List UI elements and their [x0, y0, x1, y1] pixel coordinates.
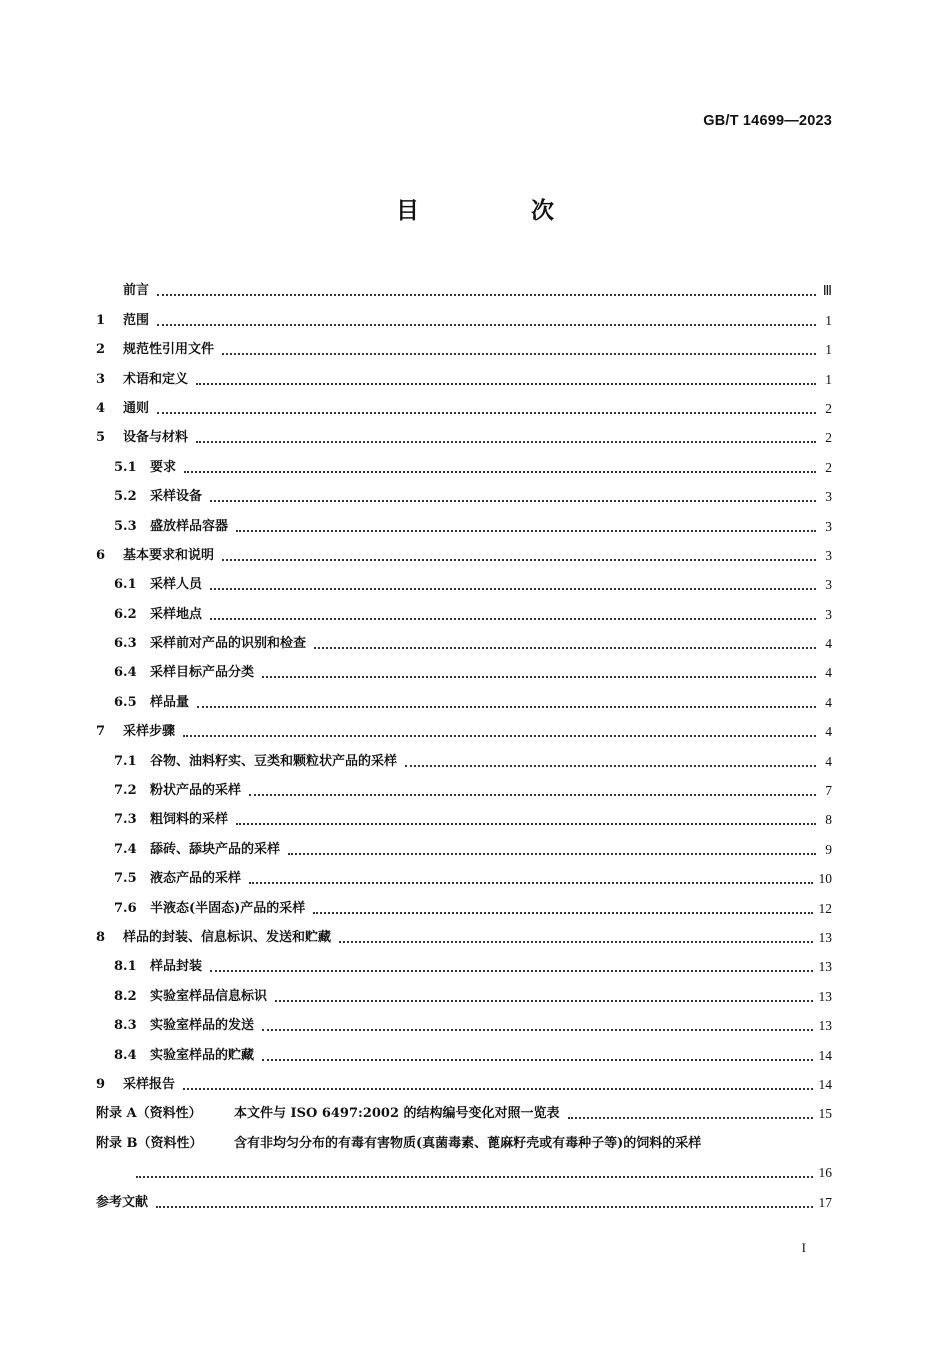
toc-entry-label: 设备与材料: [123, 430, 189, 446]
dot-leader: [210, 970, 812, 972]
toc-entry-label: 本文件与 ISO 6497:2002 的结构编号变化对照一览表: [234, 1106, 560, 1122]
toc-entry-page: 2: [825, 430, 832, 446]
toc-entry-page: 1: [825, 312, 832, 328]
toc-entry[interactable]: [96, 770, 832, 799]
toc-entry-number: 7.1: [114, 753, 137, 769]
toc-entry-label: 谷物、油料籽实、豆类和颗粒状产品的采样: [150, 753, 398, 769]
toc-entry-label: 规范性引用文件: [123, 342, 215, 358]
toc-entry-label: 实验室样品信息标识: [150, 988, 268, 1004]
dot-leader: [136, 1176, 813, 1178]
toc-entry[interactable]: [96, 446, 832, 475]
toc-entry[interactable]: [96, 946, 832, 975]
toc-entry-label: 采样步骤: [123, 724, 176, 740]
toc-entry[interactable]: [96, 975, 832, 1004]
toc-entry[interactable]: [96, 828, 832, 857]
toc-entry[interactable]: [96, 1034, 832, 1063]
dot-leader: [339, 941, 812, 943]
toc-entry-page: 1: [825, 342, 832, 358]
toc-entry[interactable]: [96, 623, 832, 652]
toc-entry-page: 15: [818, 1106, 832, 1122]
toc-entry-label: 舔砖、舔块产品的采样: [150, 841, 281, 857]
toc-entry-number: 3: [96, 371, 106, 387]
standard-code: GB/T 14699—2023: [703, 113, 832, 129]
toc-entry-page: 14: [818, 1047, 832, 1063]
toc-entry-number: 6.4: [114, 665, 137, 681]
toc-entry-label: 采样设备: [150, 489, 203, 505]
toc-entry-page: 4: [825, 753, 832, 769]
toc-entry-page: 13: [818, 929, 832, 945]
footer-page-number: I: [801, 1240, 806, 1255]
dot-leader: [210, 500, 816, 502]
dot-leader: [196, 441, 816, 443]
toc-entry-number: 5: [96, 430, 106, 446]
toc-entry-number: 7.2: [114, 783, 137, 799]
toc-entry-label: 盛放样品容器: [150, 518, 229, 534]
dot-leader: [197, 706, 816, 708]
toc-entry[interactable]: [96, 887, 832, 916]
toc-entry-number: 9: [96, 1076, 106, 1092]
dot-leader: [262, 676, 816, 678]
table-of-contents: [96, 270, 832, 1211]
toc-entry-label: 液态产品的采样: [150, 871, 242, 887]
toc-entry-page: 4: [825, 665, 832, 681]
dot-leader: [236, 823, 816, 825]
toc-entry-page: 2: [825, 400, 832, 416]
toc-entry-label: 参考文献: [96, 1194, 149, 1210]
toc-entry-number: 8.1: [114, 959, 137, 975]
toc-entry-page: 3: [825, 606, 832, 622]
dot-leader: [183, 735, 816, 737]
toc-entry-page: 8: [825, 812, 832, 828]
toc-entry-number: 6.1: [114, 577, 137, 593]
toc-entry-page: 7: [825, 783, 832, 799]
toc-entry-page: 14: [818, 1076, 832, 1092]
dot-leader: [236, 530, 816, 532]
toc-entry-label: 含有非均匀分布的有毒有害物质(真菌毒素、蓖麻籽壳或有毒种子等)的饲料的采样: [234, 1135, 702, 1151]
toc-entry-number: 8.3: [114, 1018, 137, 1034]
toc-entry-page: 4: [825, 724, 832, 740]
toc-entry-page: 4: [825, 694, 832, 710]
toc-entry-label: 实验室样品的发送: [150, 1018, 255, 1034]
dot-leader: [275, 1000, 812, 1002]
toc-entry-number: 1: [96, 312, 106, 328]
toc-entry-number: 4: [96, 400, 106, 416]
toc-entry-page: 13: [818, 959, 832, 975]
toc-entry-number: 6.2: [114, 606, 137, 622]
dot-leader: [249, 794, 816, 796]
toc-entry-number: 5.2: [114, 489, 137, 505]
toc-entry[interactable]: [96, 1064, 832, 1093]
dot-leader: [262, 1029, 812, 1031]
toc-entry-number: 6.5: [114, 694, 137, 710]
toc-entry-number: 8.4: [114, 1047, 137, 1063]
dot-leader: [405, 765, 816, 767]
toc-entry-annex-b-continuation[interactable]: [96, 1152, 832, 1181]
toc-entry-number: 7.4: [114, 841, 137, 857]
toc-entry-page: 4: [825, 636, 832, 652]
annex-tag: 附录 A（资料性）: [96, 1106, 202, 1122]
toc-entry[interactable]: [96, 505, 832, 534]
toc-entry-label: 采样地点: [150, 606, 203, 622]
toc-entry-page: 17: [818, 1194, 832, 1210]
toc-entry-label: 采样前对产品的识别和检查: [150, 636, 307, 652]
dot-leader: [222, 559, 816, 561]
dot-leader: [210, 588, 816, 590]
toc-entry-page: 9: [825, 841, 832, 857]
dot-leader: [222, 353, 816, 355]
toc-entry[interactable]: [96, 329, 832, 358]
toc-entry[interactable]: [96, 799, 832, 828]
toc-entry-number: 7: [96, 724, 106, 740]
toc-entry-number: 5.3: [114, 518, 137, 534]
toc-entry-page: 12: [818, 900, 832, 916]
toc-entry[interactable]: [96, 299, 832, 328]
toc-entry[interactable]: [96, 740, 832, 769]
dot-leader: [156, 1206, 812, 1208]
toc-entry-references[interactable]: [96, 1181, 832, 1210]
dot-leader: [196, 383, 816, 385]
dot-leader: [183, 1088, 812, 1090]
toc-entry-number: 7.3: [114, 812, 137, 828]
toc-entry-label: 粗饲料的采样: [150, 812, 229, 828]
toc-entry-annex-b[interactable]: [96, 1122, 832, 1151]
toc-entry[interactable]: [96, 564, 832, 593]
toc-entry[interactable]: [96, 476, 832, 505]
toc-entry-label: 半液态(半固态)产品的采样: [150, 900, 306, 916]
dot-leader: [157, 324, 816, 326]
toc-entry-page: Ⅲ: [822, 283, 832, 299]
toc-entry-page: 3: [825, 489, 832, 505]
toc-entry[interactable]: [96, 1005, 832, 1034]
toc-entry-label: 范围: [123, 312, 150, 328]
page-title: 目 次: [395, 198, 606, 224]
toc-entry-label: 样品封装: [150, 959, 203, 975]
toc-entry-number: 6.3: [114, 636, 137, 652]
dot-leader: [314, 647, 816, 649]
toc-entry[interactable]: [96, 270, 832, 299]
toc-entry-label: 粉状产品的采样: [150, 783, 242, 799]
toc-entry-label: 前言: [123, 283, 150, 299]
toc-entry[interactable]: [96, 593, 832, 622]
toc-entry[interactable]: [96, 417, 832, 446]
toc-entry-label: 采样目标产品分类: [150, 665, 255, 681]
toc-entry[interactable]: [96, 652, 832, 681]
toc-entry[interactable]: [96, 711, 832, 740]
dot-leader: [568, 1117, 813, 1119]
dot-leader: [288, 853, 816, 855]
toc-entry-label: 采样报告: [123, 1076, 176, 1092]
toc-entry-number: 7.6: [114, 900, 137, 916]
dot-leader: [210, 618, 816, 620]
toc-entry-number: 7.5: [114, 871, 137, 887]
toc-entry-page: 13: [818, 988, 832, 1004]
toc-entry-label: 实验室样品的贮藏: [150, 1047, 255, 1063]
toc-entry[interactable]: [96, 388, 832, 417]
toc-entry[interactable]: [96, 858, 832, 887]
dot-leader: [184, 471, 816, 473]
toc-entry-number: 5.1: [114, 459, 137, 475]
toc-entry-label: 基本要求和说明: [123, 547, 215, 563]
toc-entry-label: 术语和定义: [123, 371, 189, 387]
toc-entry-number: 2: [96, 342, 106, 358]
dot-leader: [313, 912, 812, 914]
toc-entry-label: 样品的封装、信息标识、发送和贮藏: [123, 929, 332, 945]
toc-entry-page: 3: [825, 577, 832, 593]
toc-entry-page: 16: [818, 1165, 832, 1181]
toc-entry-number: 8.2: [114, 988, 137, 1004]
toc-entry[interactable]: [96, 358, 832, 387]
dot-leader: [157, 412, 816, 414]
toc-entry-label: 样品量: [150, 694, 190, 710]
toc-entry[interactable]: [96, 535, 832, 564]
toc-entry-page: 10: [818, 871, 832, 887]
toc-entry-page: 3: [825, 547, 832, 563]
toc-entry-annex-a[interactable]: [96, 1093, 832, 1122]
toc-entry-number: 8: [96, 929, 106, 945]
toc-entry[interactable]: [96, 917, 832, 946]
toc-entry-label: 采样人员: [150, 577, 203, 593]
toc-entry-page: 2: [825, 459, 832, 475]
annex-tag: 附录 B（资料性）: [96, 1135, 203, 1151]
toc-entry-page: 13: [818, 1018, 832, 1034]
toc-entry-page: 3: [825, 518, 832, 534]
toc-entry-number: 6: [96, 547, 106, 563]
dot-leader: [262, 1059, 812, 1061]
dot-leader: [249, 882, 812, 884]
toc-entry-label: 要求: [150, 459, 177, 475]
toc-entry-page: 1: [825, 371, 832, 387]
toc-entry-label: 通则: [123, 400, 150, 416]
toc-entry[interactable]: [96, 681, 832, 710]
dot-leader: [157, 294, 816, 296]
